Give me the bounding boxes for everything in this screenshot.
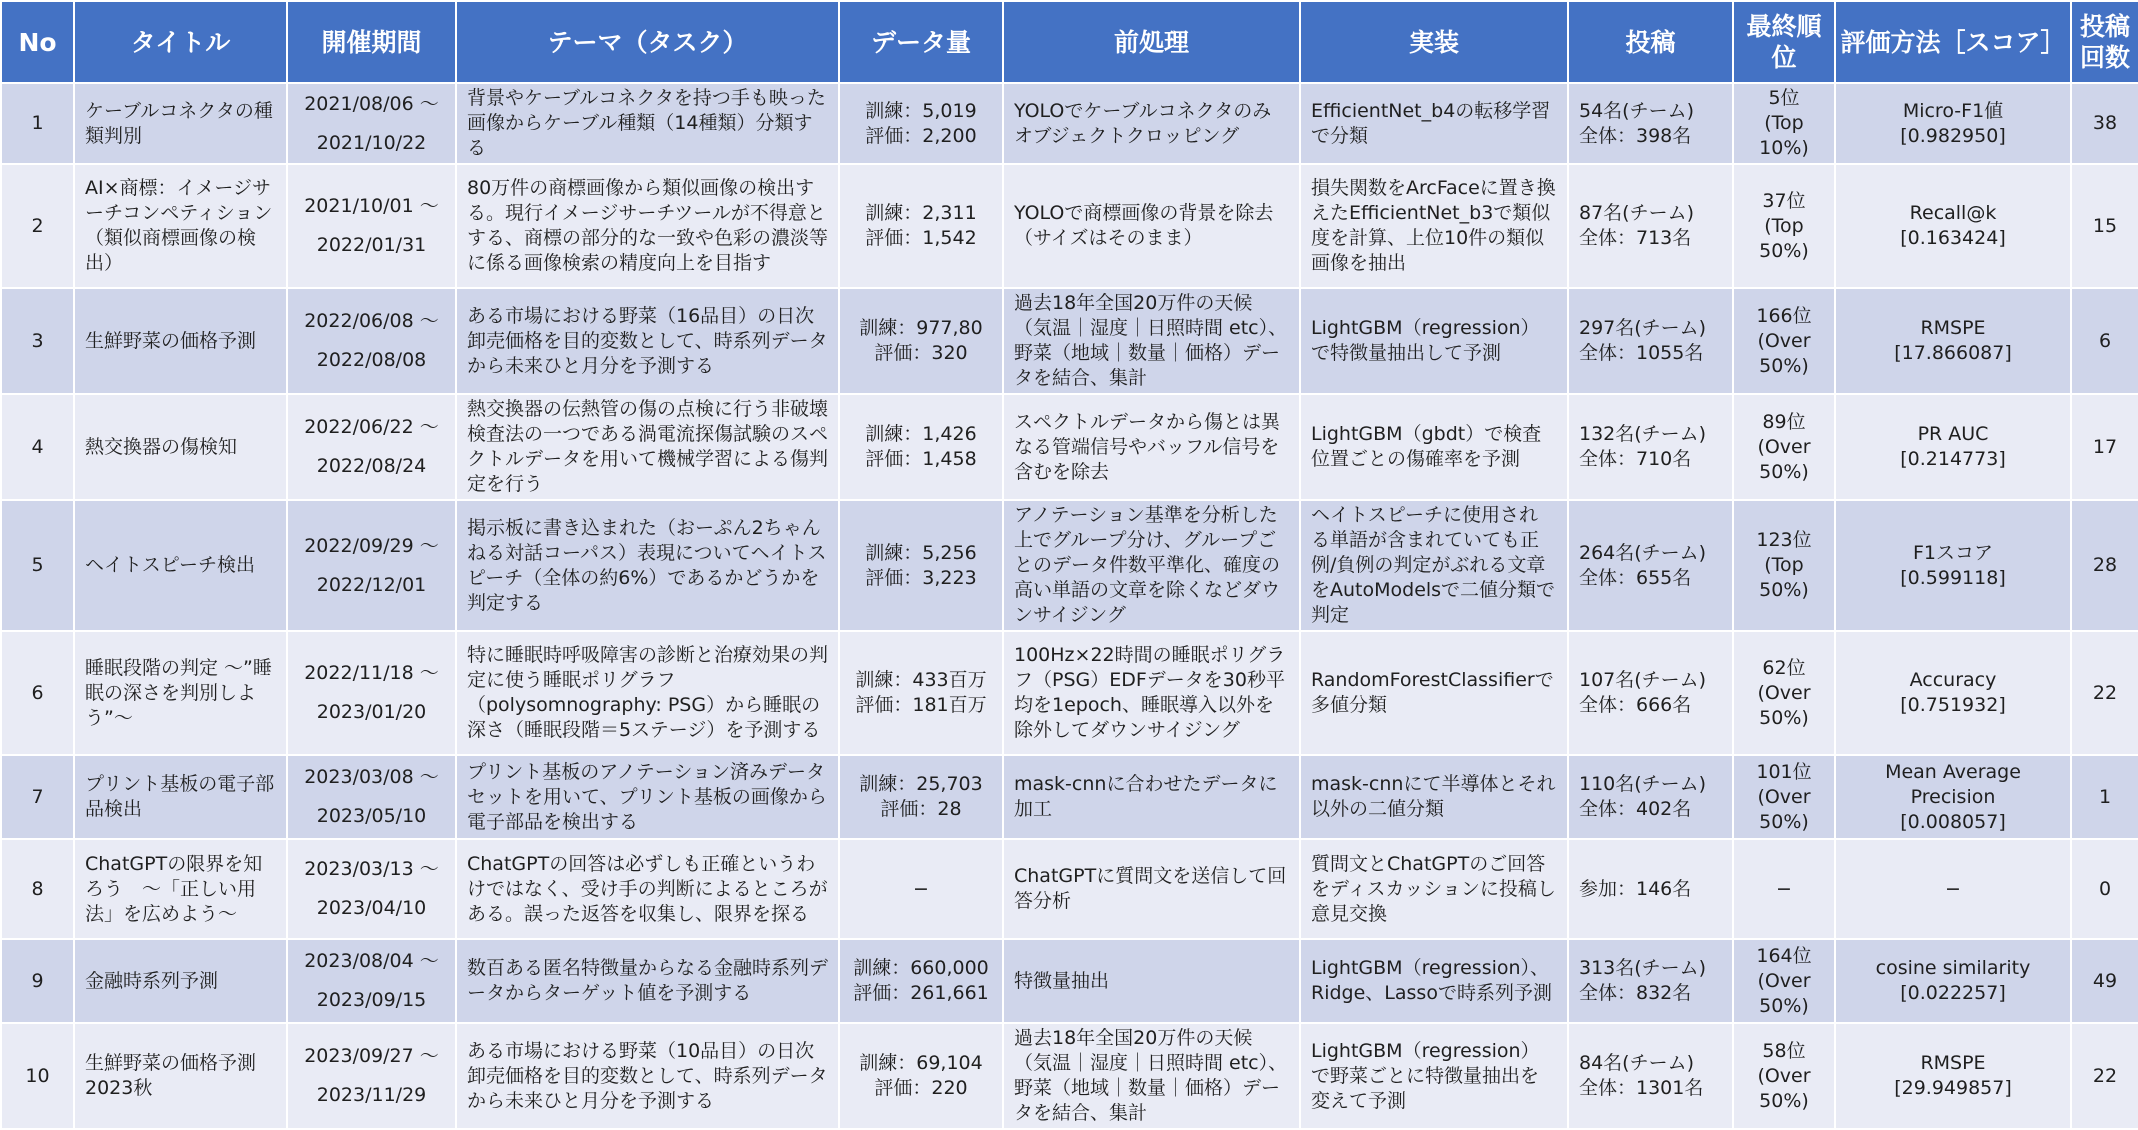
header-row xyxy=(1,1,2138,83)
cell-implementation: 損失関数をArcFaceに置き換えたEfficientNet_b3で類似度を計算、上位10件の類似画像を抽出 xyxy=(1300,164,1568,288)
period-end: 2023/01/20 xyxy=(316,701,427,723)
cell-period xyxy=(287,631,456,755)
header-title: タイトル xyxy=(74,1,287,83)
cell-evaluation xyxy=(1835,83,2071,164)
data-train: − xyxy=(913,877,929,900)
cell-period xyxy=(287,164,456,288)
cell-implementation: EfficientNet_b4の転移学習で分類 xyxy=(1300,83,1568,164)
cell-implementation: mask-cnnにて半導体とそれ以外の二値分類 xyxy=(1300,755,1568,839)
cell-preprocessing: 100Hz×22時間の睡眠ポリグラフ（PSG）EDFデータを30秒平均を1epoch、睡眠導入以外を除外してダウンサイジング xyxy=(1003,631,1300,755)
period-end: 2022/01/31 xyxy=(316,234,427,256)
cell-posts xyxy=(1568,839,1733,939)
period-start: 2023/08/04 〜 xyxy=(304,950,439,972)
table-row xyxy=(1,83,2138,164)
cell-period xyxy=(287,755,456,839)
cell-title: 睡眠段階の判定 〜”睡眠の深さを判別しよう”〜 xyxy=(74,631,287,755)
eval-metric: F1スコア xyxy=(1912,541,1994,564)
cell-no: 4 xyxy=(1,394,74,500)
cell-submissions: 38 xyxy=(2071,83,2138,164)
post-total: 全体：1301名 xyxy=(1579,1077,1704,1099)
post-total: 全体：710名 xyxy=(1579,448,1692,470)
post-team: 84名(チーム) xyxy=(1579,1052,1695,1074)
post-team: 参加：146名 xyxy=(1579,877,1692,900)
rank-value: 164位 xyxy=(1756,944,1812,967)
table-row xyxy=(1,939,2138,1023)
rank-value: 58位 xyxy=(1762,1039,1806,1062)
post-team: 110名(チーム) xyxy=(1579,773,1707,795)
cell-implementation: LightGBM（regression）、Ridge、Lassoで時系列予測 xyxy=(1300,939,1568,1023)
cell-preprocessing: ChatGPTに質問文を送信して回答分析 xyxy=(1003,839,1300,939)
cell-period xyxy=(287,939,456,1023)
cell-title: 熱交換器の傷検知 xyxy=(74,394,287,500)
rank-note: (Over 50%) xyxy=(1757,681,1811,729)
post-team: 264名(チーム) xyxy=(1579,541,1707,564)
cell-no: 7 xyxy=(1,755,74,839)
eval-metric: − xyxy=(1945,877,1961,900)
period-start: 2022/11/18 〜 xyxy=(304,662,439,684)
cell-final-rank xyxy=(1733,755,1835,839)
post-team: 54名(チーム) xyxy=(1579,99,1695,122)
rank-note: (Top 50%) xyxy=(1759,214,1809,262)
cell-no: 9 xyxy=(1,939,74,1023)
cell-data-amount xyxy=(839,394,1003,500)
cell-title: AI×商標：イメージサーチコンペティション（類似商標画像の検出） xyxy=(74,164,287,288)
rank-value: 37位 xyxy=(1762,189,1806,212)
post-total: 全体：666名 xyxy=(1579,694,1692,716)
cell-posts xyxy=(1568,288,1733,394)
cell-data-amount xyxy=(839,1023,1003,1129)
cell-final-rank xyxy=(1733,164,1835,288)
eval-score: [0.163424] xyxy=(1900,227,2006,249)
cell-theme: ある市場における野菜（10品目）の日次卸売価格を目的変数として、時系列データから未来ひと月分を予測する xyxy=(456,1023,839,1129)
cell-no: 5 xyxy=(1,500,74,631)
cell-no: 10 xyxy=(1,1023,74,1129)
period-end: 2022/08/24 xyxy=(316,455,427,477)
cell-data-amount xyxy=(839,500,1003,631)
cell-title: 生鮮野菜の価格予測2023秋 xyxy=(74,1023,287,1129)
rank-note: (Over 50%) xyxy=(1757,1064,1811,1112)
data-eval: 評価：1,542 xyxy=(865,227,977,249)
cell-period xyxy=(287,83,456,164)
cell-posts xyxy=(1568,631,1733,755)
cell-evaluation xyxy=(1835,939,2071,1023)
post-team: 297名(チーム) xyxy=(1579,317,1707,339)
rank-value: 123位 xyxy=(1756,529,1812,551)
data-train: 訓練：69,104 xyxy=(859,1052,983,1074)
data-eval: 評価：1,458 xyxy=(865,448,977,470)
rank-note: (Over 50%) xyxy=(1757,785,1811,833)
post-team: 132名(チーム) xyxy=(1579,423,1707,445)
period-start: 2023/03/13 〜 xyxy=(304,858,439,880)
cell-evaluation xyxy=(1835,394,2071,500)
cell-evaluation xyxy=(1835,631,2071,755)
cell-data-amount xyxy=(839,839,1003,939)
cell-no: 8 xyxy=(1,839,74,939)
cell-preprocessing: 過去18年全国20万件の天候（気温｜湿度｜日照時間 etc）、野菜（地域｜数量｜価格）データを結合、集計 xyxy=(1003,1023,1300,1129)
rank-value: 166位 xyxy=(1756,304,1812,327)
cell-submissions: 28 xyxy=(2071,500,2138,631)
rank-value: 89位 xyxy=(1762,410,1806,433)
cell-period xyxy=(287,288,456,394)
cell-submissions: 17 xyxy=(2071,394,2138,500)
eval-score: [0.599118] xyxy=(1900,566,2006,589)
cell-data-amount xyxy=(839,164,1003,288)
cell-submissions: 15 xyxy=(2071,164,2138,288)
post-total: 全体：402名 xyxy=(1579,798,1692,820)
cell-posts xyxy=(1568,500,1733,631)
period-start: 2023/09/27 〜 xyxy=(304,1045,439,1067)
cell-theme: 80万件の商標画像から類似画像の検出する。現行イメージサーチツールが不得意とする、商標の部分的な一致や色彩の濃淡等に係る画像検索の精度向上を目指す xyxy=(456,164,839,288)
table-row xyxy=(1,755,2138,839)
period-start: 2022/09/29 〜 xyxy=(304,534,439,557)
period-start: 2021/08/06 〜 xyxy=(304,92,439,115)
data-train: 訓練：25,703 xyxy=(859,773,983,795)
cell-posts xyxy=(1568,755,1733,839)
header-no: No xyxy=(1,1,74,83)
cell-implementation: 質問文とChatGPTのご回答をディスカッションに投稿し意見交換 xyxy=(1300,839,1568,939)
cell-posts xyxy=(1568,83,1733,164)
cell-posts xyxy=(1568,394,1733,500)
table-row xyxy=(1,394,2138,500)
cell-theme: 背景やケーブルコネクタを持つ手も映った画像からケーブル種類（14種類）分類する xyxy=(456,83,839,164)
header-theme: テーマ（タスク） xyxy=(456,1,839,83)
post-total: 全体：655名 xyxy=(1579,566,1692,589)
eval-metric: Micro-F1値 xyxy=(1902,99,2004,122)
header-submissions: 投稿回数 xyxy=(2071,1,2138,83)
cell-data-amount xyxy=(839,83,1003,164)
cell-period xyxy=(287,394,456,500)
cell-final-rank xyxy=(1733,631,1835,755)
period-end: 2023/09/15 xyxy=(316,989,427,1011)
post-total: 全体：713名 xyxy=(1579,227,1692,249)
eval-score: [29.949857] xyxy=(1894,1077,2012,1099)
data-train: 訓練：977,80 xyxy=(859,317,983,339)
cell-no: 2 xyxy=(1,164,74,288)
rank-note: (Top 50%) xyxy=(1759,554,1809,601)
cell-preprocessing: アノテーション基準を分析した上でグループ分け、グループごとのデータ件数平準化、確度の高い単語の文章を除くなどダウンサイジング xyxy=(1003,500,1300,631)
period-end: 2023/05/10 xyxy=(316,805,427,827)
data-eval: 評価：28 xyxy=(880,798,962,820)
header-implementation: 実装 xyxy=(1300,1,1568,83)
cell-final-rank xyxy=(1733,939,1835,1023)
cell-final-rank xyxy=(1733,83,1835,164)
post-team: 107名(チーム) xyxy=(1579,669,1707,691)
table-row xyxy=(1,1023,2138,1129)
eval-score: [0.214773] xyxy=(1900,448,2006,470)
table-row xyxy=(1,839,2138,939)
eval-metric: Recall@k xyxy=(1909,202,1997,224)
period-end: 2022/08/08 xyxy=(316,349,427,371)
cell-evaluation xyxy=(1835,1023,2071,1129)
data-eval: 評価：320 xyxy=(874,342,968,364)
eval-score: [0.008057] xyxy=(1900,810,2006,833)
eval-score: [0.982950] xyxy=(1900,124,2006,147)
data-eval: 評価：261,661 xyxy=(853,982,989,1004)
cell-submissions: 22 xyxy=(2071,1023,2138,1129)
data-train: 訓練：2,311 xyxy=(865,202,977,224)
rank-value: 5位 xyxy=(1768,87,1800,109)
cell-title: 金融時系列予測 xyxy=(74,939,287,1023)
cell-preprocessing: mask-cnnに合わせたデータに加工 xyxy=(1003,755,1300,839)
table-body xyxy=(1,83,2138,1129)
cell-no: 6 xyxy=(1,631,74,755)
period-end: 2022/12/01 xyxy=(316,573,427,596)
cell-posts xyxy=(1568,939,1733,1023)
cell-title: ヘイトスピーチ検出 xyxy=(74,500,287,631)
rank-note: (Over 50%) xyxy=(1757,435,1811,483)
cell-submissions: 49 xyxy=(2071,939,2138,1023)
cell-no: 1 xyxy=(1,83,74,164)
cell-theme: ある市場における野菜（16品目）の日次卸売価格を目的変数として、時系列データから未来ひと月分を予測する xyxy=(456,288,839,394)
eval-score: [0.022257] xyxy=(1900,982,2006,1004)
cell-preprocessing: 特徴量抽出 xyxy=(1003,939,1300,1023)
rank-note: (Top 10%) xyxy=(1759,112,1809,159)
period-end: 2023/11/29 xyxy=(316,1084,427,1106)
data-train: 訓練：660,000 xyxy=(853,957,989,979)
cell-evaluation xyxy=(1835,500,2071,631)
cell-posts xyxy=(1568,1023,1733,1129)
header-final-rank: 最終順位 xyxy=(1733,1,1835,83)
cell-theme: 数百ある匿名特徴量からなる金融時系列データからターゲット値を予測する xyxy=(456,939,839,1023)
cell-data-amount xyxy=(839,288,1003,394)
cell-submissions: 22 xyxy=(2071,631,2138,755)
cell-theme: ChatGPTの回答は必ずしも正確というわけではなく、受け手の判断によるところがある。誤った返答を収集し、限界を探る xyxy=(456,839,839,939)
period-start: 2022/06/22 〜 xyxy=(304,416,439,438)
period-start: 2023/03/08 〜 xyxy=(304,766,439,788)
cell-posts xyxy=(1568,164,1733,288)
rank-note: (Over 50%) xyxy=(1757,329,1811,377)
cell-final-rank xyxy=(1733,288,1835,394)
table-row xyxy=(1,164,2138,288)
eval-metric: Accuracy xyxy=(1909,669,1997,691)
post-total: 全体：398名 xyxy=(1579,124,1692,147)
period-start: 2021/10/01 〜 xyxy=(304,195,439,217)
cell-implementation: LightGBM（regression）で野菜ごとに特徴量抽出を変えて予測 xyxy=(1300,1023,1568,1129)
cell-data-amount xyxy=(839,939,1003,1023)
cell-implementation: LightGBM（gbdt）で検査位置ごとの傷確率を予測 xyxy=(1300,394,1568,500)
eval-metric: Mean Average Precision xyxy=(1885,760,2021,808)
rank-value: 62位 xyxy=(1762,656,1806,679)
rank-value: 101位 xyxy=(1756,760,1812,783)
cell-preprocessing: 過去18年全国20万件の天候（気温｜湿度｜日照時間 etc）、野菜（地域｜数量｜価格）データを結合、集計 xyxy=(1003,288,1300,394)
eval-score: [0.751932] xyxy=(1900,694,2006,716)
eval-score: [17.866087] xyxy=(1894,342,2012,364)
period-end: 2021/10/22 xyxy=(316,131,427,154)
cell-preprocessing: YOLOで商標画像の背景を除去（サイズはそのまま） xyxy=(1003,164,1300,288)
eval-metric: RMSPE xyxy=(1920,317,1986,339)
cell-evaluation xyxy=(1835,755,2071,839)
data-eval: 評価：220 xyxy=(874,1077,968,1099)
period-start: 2022/06/08 〜 xyxy=(304,310,439,332)
eval-metric: PR AUC xyxy=(1917,423,1989,445)
header-evaluation: 評価方法［スコア］ xyxy=(1835,1,2071,83)
cell-theme: 掲示板に書き込まれた（おーぷん2ちゃんねる対話コーパス）表現についてヘイトスピーチ（全体の約6%）であるかどうかを判定する xyxy=(456,500,839,631)
cell-implementation: LightGBM（regression）で特徴量抽出して予測 xyxy=(1300,288,1568,394)
rank-value: − xyxy=(1776,877,1792,900)
cell-theme: 熱交換器の伝熱管の傷の点検に行う非破壊検査法の一つである渦電流探傷試験のスペクトルデータを用いて機械学習による傷判定を行う xyxy=(456,394,839,500)
cell-title: ChatGPTの限界を知ろう 〜「正しい用法」を広めよう〜 xyxy=(74,839,287,939)
cell-theme: プリント基板のアノテーション済みデータセットを用いて、プリント基板の画像から電子部品を検出する xyxy=(456,755,839,839)
post-total: 全体：832名 xyxy=(1579,982,1692,1004)
table-row xyxy=(1,500,2138,631)
data-train: 訓練：433百万 xyxy=(855,669,987,691)
cell-data-amount xyxy=(839,755,1003,839)
cell-theme: 特に睡眠時呼吸障害の診断と治療効果の判定に使う睡眠ポリグラフ（polysomnography: PSG）から睡眠の深さ（睡眠段階＝5ステージ）を予測する xyxy=(456,631,839,755)
post-team: 87名(チーム) xyxy=(1579,202,1695,224)
header-data-amount: データ量 xyxy=(839,1,1003,83)
cell-preprocessing: YOLOでケーブルコネクタのみオブジェクトクロッピング xyxy=(1003,83,1300,164)
cell-data-amount xyxy=(839,631,1003,755)
cell-evaluation xyxy=(1835,288,2071,394)
eval-metric: cosine similarity xyxy=(1875,957,2031,979)
rank-note: (Over 50%) xyxy=(1757,969,1811,1017)
post-team: 313名(チーム) xyxy=(1579,957,1707,979)
cell-title: 生鮮野菜の価格予測 xyxy=(74,288,287,394)
data-eval: 評価：3,223 xyxy=(865,566,977,589)
data-train: 訓練：1,426 xyxy=(865,423,977,445)
cell-title: ケーブルコネクタの種類判別 xyxy=(74,83,287,164)
post-total: 全体：1055名 xyxy=(1579,342,1704,364)
eval-metric: RMSPE xyxy=(1920,1052,1986,1074)
cell-period xyxy=(287,839,456,939)
header-preprocessing: 前処理 xyxy=(1003,1,1300,83)
cell-evaluation xyxy=(1835,839,2071,939)
cell-final-rank xyxy=(1733,1023,1835,1129)
data-eval: 評価：181百万 xyxy=(855,694,987,716)
cell-implementation: ヘイトスピーチに使用される単語が含まれていても正例/負例の判定がぶれる文章をAutoModelsで二値分類で判定 xyxy=(1300,500,1568,631)
cell-implementation: RandomForestClassifierで多値分類 xyxy=(1300,631,1568,755)
period-end: 2023/04/10 xyxy=(316,897,427,919)
cell-final-rank xyxy=(1733,394,1835,500)
cell-final-rank xyxy=(1733,500,1835,631)
header-posts: 投稿 xyxy=(1568,1,1733,83)
header-period: 開催期間 xyxy=(287,1,456,83)
cell-final-rank xyxy=(1733,839,1835,939)
cell-submissions: 6 xyxy=(2071,288,2138,394)
cell-preprocessing: スペクトルデータから傷とは異なる管端信号やバッフル信号を含むを除去 xyxy=(1003,394,1300,500)
cell-period xyxy=(287,500,456,631)
cell-evaluation xyxy=(1835,164,2071,288)
data-train: 訓練：5,256 xyxy=(865,541,977,564)
cell-no: 3 xyxy=(1,288,74,394)
table-row xyxy=(1,631,2138,755)
table-row xyxy=(1,288,2138,394)
data-eval: 評価：2,200 xyxy=(865,124,977,147)
data-train: 訓練：5,019 xyxy=(865,99,977,122)
cell-submissions: 1 xyxy=(2071,755,2138,839)
cell-submissions: 0 xyxy=(2071,839,2138,939)
cell-title: プリント基板の電子部品検出 xyxy=(74,755,287,839)
cell-period xyxy=(287,1023,456,1129)
